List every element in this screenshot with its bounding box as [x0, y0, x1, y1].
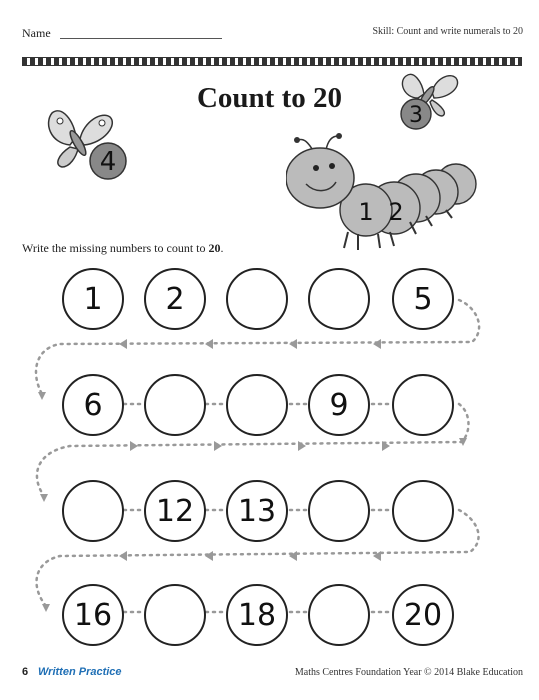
number-circle-1[interactable]: 1	[62, 268, 124, 330]
instruction-suffix: .	[220, 241, 224, 255]
number-circle-3[interactable]	[226, 268, 288, 330]
number-circle-9[interactable]: 9	[308, 374, 370, 436]
number-circle-15[interactable]	[392, 480, 454, 542]
number-circle-17[interactable]	[144, 584, 206, 646]
number-circle-12[interactable]: 12	[144, 480, 206, 542]
caterpillar-number-1: 1	[358, 198, 374, 226]
number-circle-4[interactable]	[308, 268, 370, 330]
number-circle-16[interactable]: 16	[62, 584, 124, 646]
number-circle-10[interactable]	[392, 374, 454, 436]
instruction-prefix: Write the missing numbers to count to	[22, 241, 209, 255]
page-number: 6	[22, 666, 29, 678]
number-circle-13[interactable]: 13	[226, 480, 288, 542]
number-circle-8[interactable]	[226, 374, 288, 436]
butterfly-three-number: 3	[409, 103, 423, 128]
number-circle-6[interactable]: 6	[62, 374, 124, 436]
butterfly-four-number: 4	[99, 147, 117, 177]
number-circle-2[interactable]: 2	[144, 268, 206, 330]
number-circle-19[interactable]	[308, 584, 370, 646]
caterpillar-number-2: 2	[388, 198, 404, 226]
footer-credit: Maths Centres Foundation Year © 2014 Blake Education	[294, 667, 523, 678]
number-circle-14[interactable]	[308, 480, 370, 542]
number-circle-20[interactable]: 20	[392, 584, 454, 646]
number-circle-7[interactable]	[144, 374, 206, 436]
number-circle-18[interactable]: 18	[226, 584, 288, 646]
number-circle-5[interactable]: 5	[392, 268, 454, 330]
name-label: Name	[22, 26, 51, 40]
number-circle-11[interactable]	[62, 480, 124, 542]
page-title: Count to 20	[196, 82, 342, 114]
footer-section-label: Written Practice	[38, 666, 122, 678]
skill-text: Skill: Count and write numerals to 20	[372, 26, 523, 37]
instruction-number: 20	[208, 241, 221, 255]
